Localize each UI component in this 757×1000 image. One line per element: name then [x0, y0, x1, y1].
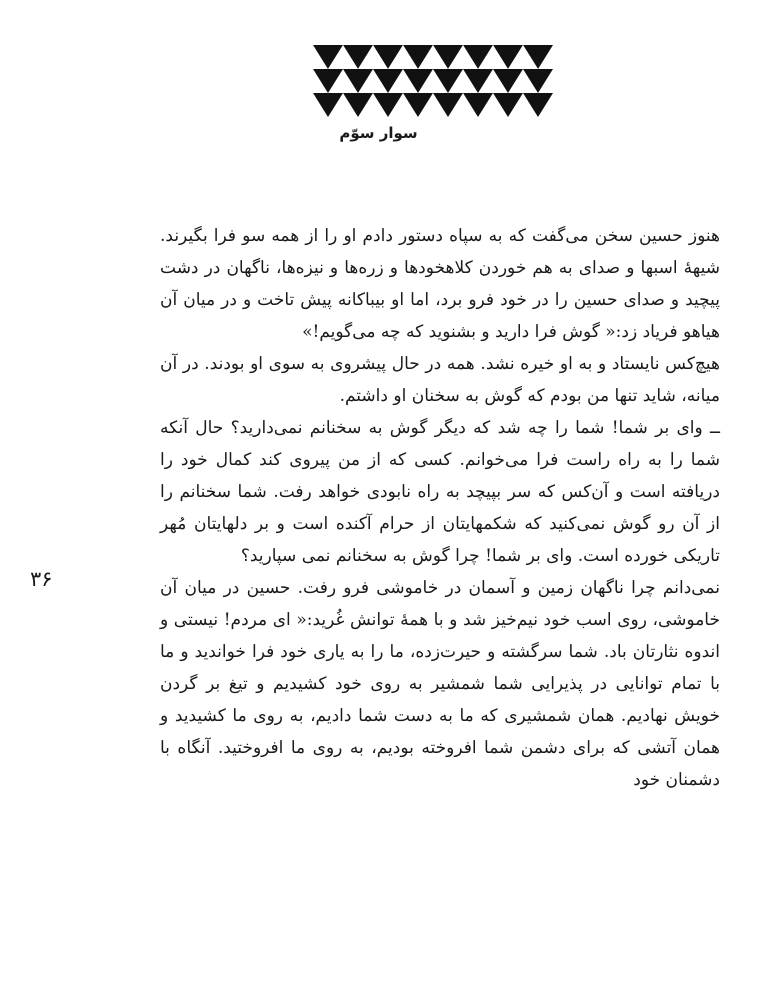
paragraph: ــ وای بر شما! شما را چه شد که دیگر گوش به سخنانم نمی‌دارید؟ حال آنکه شما را به راه راست فرا می‌خوانم. کسی که از من پیروی کند کمال خود را دریافته است و آن‌کس که سر بپیچد به راه نابودی خواهد رفت. شما سخنانم را از آن رو گوش نمی‌کنید که شکمهایتان از حرام آکنده است و بر دلهایتان مُهر تاریکی خورده است. وای بر شما! چرا گوش به سخنانم نمی سپارید؟ [160, 418, 720, 566]
paragraph: هیچ‌کس نایستاد و به او خیره نشد. همه در حال پیشروی به سوی او بودند. در آن میانه، شاید تنها من بودم که گوش به سخنان او داشتم. [160, 354, 720, 406]
page-number: ۳۶ [30, 567, 53, 591]
paragraph: نمی‌دانم چرا ناگهان زمین و آسمان در خاموشی فرو رفت. حسین در میان آن خاموشی، روی اسب خود نیم‌خیز شد و با همهٔ توانش غُرید:« ای مردم! نیستی و اندوه نثارتان باد. شما سرگشته و حیرت‌زده، ما را به یاری خود فرا خواندید و ما با تمام توانایی در پذیرایی شما شمشیر به روی خود کشیدیم و تیغ بر گردن خویش نهادیم. همان شمشیری که ما به دست شما دادیم، به روی ما کشیدید و همان آتشی که برای دشمن شما افروخته بودیم، به روی ما افروختید. آنگاه با دشمنان خود [160, 578, 720, 790]
triangle-ornament-icon [313, 45, 553, 117]
paragraph: هنوز حسین سخن می‌گفت که به سپاه دستور دادم او را از همه سو فرا بگیرند. شیههٔ اسبها و صدای به هم خوردن کلاهخودها و زره‌ها و نیزه‌ها، ناگهان در دشت پیچید و صدای حسین را در خود فرو برد، اما او بیباکانه پیش تاخت و در میان آن هیاهو فریاد زد:« گوش فرا دارید و بشنوید که چه می‌گویم!» [160, 226, 720, 342]
body-text [160, 220, 720, 796]
chapter-title: سوار سوّم [339, 124, 418, 142]
